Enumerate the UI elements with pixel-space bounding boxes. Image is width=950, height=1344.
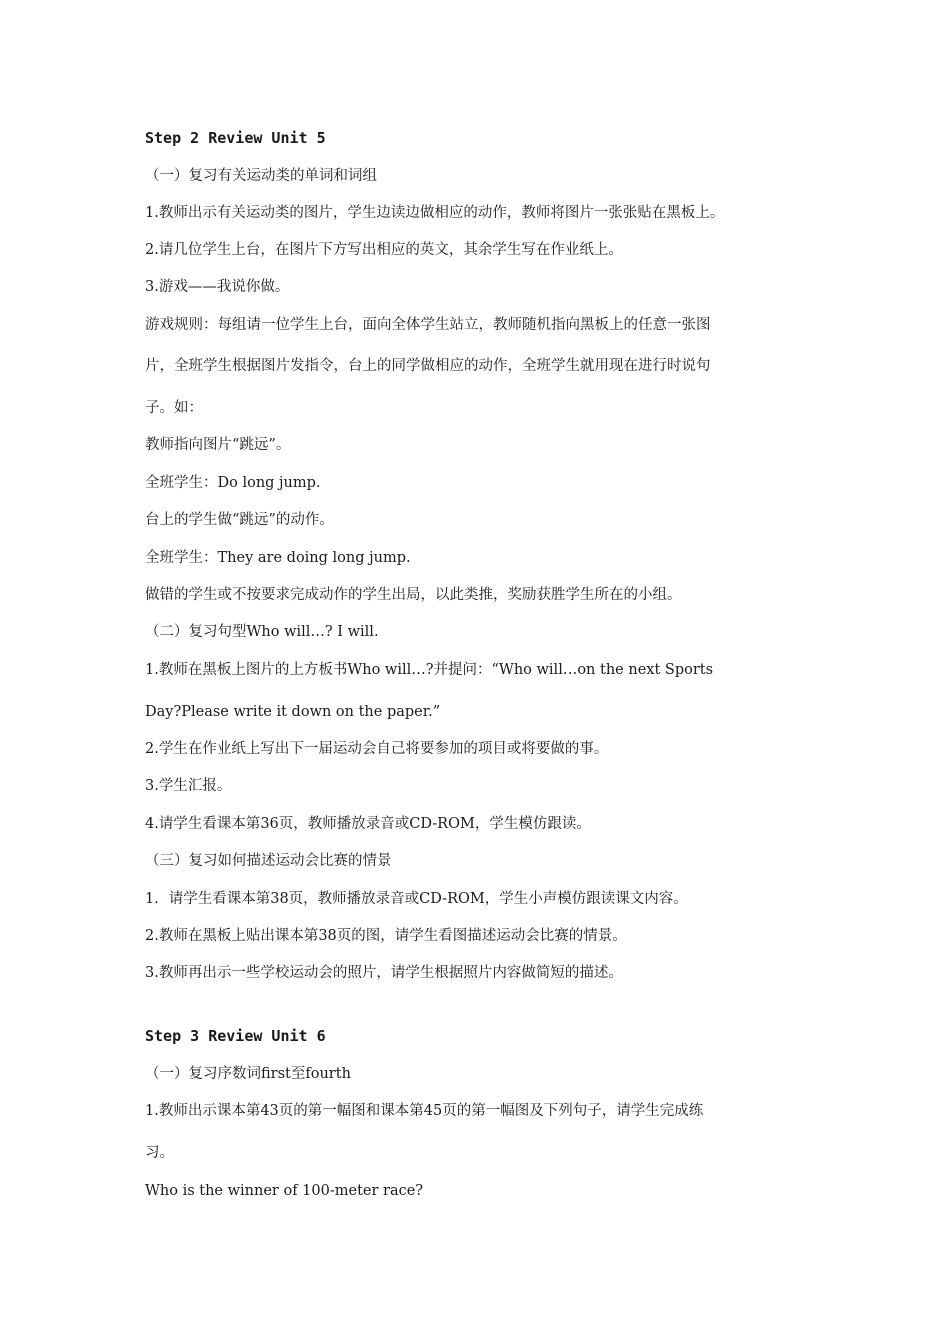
step3-question: Who is the winner of 100-meter race? (145, 1183, 424, 1199)
game-rules-line2: 片，全班学生根据图片发指令，台上的同学做相应的动作，全班学生就用现在进行时说句 (145, 358, 711, 374)
game-rules-line1: 游戏规则：每组请一位学生上台，面向全体学生站立，教师随机指向黑板上的任意一张图 (145, 317, 711, 333)
example-line5: 做错的学生或不按要求完成动作的学生出局，以此类推，奖励获胜学生所在的小组。 (145, 587, 682, 603)
step3-heading: Step 3 Review Unit 6 (145, 1027, 326, 1045)
step2-s1-item1: 1.教师出示有关运动类的图片，学生边读边做相应的动作，教师将图片一张张贴在黑板上。 (145, 205, 725, 221)
step2-s2-item2: 2.学生在作业纸上写出下一届运动会自己将要参加的项目或将要做的事。 (145, 741, 609, 757)
example-line2: 全班学生：Do long jump. (145, 475, 321, 491)
step3-s1-item1-line2: 习。 (145, 1145, 174, 1161)
step2-s3-item1: 1．请学生看课本第38页，教师播放录音或CD-ROM，学生小声模仿跟读课文内容。 (145, 891, 688, 907)
step2-s2-item1-line2: Day?Please write it down on the paper.” (145, 704, 441, 720)
step2-s1-item2: 2.请几位学生上台，在图片下方写出相应的英文，其余学生写在作业纸上。 (145, 242, 623, 258)
step2-s2-item1-line1: 1.教师在黑板上图片的上方板书Who will…?并提问：“Who will…on the next Sports (145, 662, 714, 678)
step2-section3-title: （三）复习如何描述运动会比赛的情景 (145, 853, 392, 869)
example-line3: 台上的学生做“跳远”的动作。 (145, 512, 334, 528)
step2-s1-item3: 3.游戏——我说你做。 (145, 279, 290, 295)
step3-section1-title: （一）复习序数词first至fourth (145, 1066, 351, 1082)
step2-s3-item3: 3.教师再出示一些学校运动会的照片，请学生根据照片内容做简短的描述。 (145, 965, 623, 981)
step2-section2-title: （二）复习句型Who will…? I will. (145, 624, 379, 640)
step2-section1-title: （一）复习有关运动类的单词和词组 (145, 168, 377, 184)
example-line4: 全班学生：They are doing long jump. (145, 550, 411, 566)
step2-s2-item3: 3.学生汇报。 (145, 778, 232, 794)
game-rules-line3: 子。如： (145, 400, 203, 416)
step3-s1-item1-line1: 1.教师出示课本第43页的第一幅图和课本第45页的第一幅图及下列句子，请学生完成练 (145, 1103, 704, 1119)
step2-heading: Step 2 Review Unit 5 (145, 129, 326, 147)
step2-s3-item2: 2.教师在黑板上贴出课本第38页的图，请学生看图描述运动会比赛的情景。 (145, 928, 627, 944)
example-line1: 教师指向图片“跳远”。 (145, 437, 291, 453)
step2-s2-item4: 4.请学生看课本第36页，教师播放录音或CD-ROM，学生模仿跟读。 (145, 816, 591, 832)
